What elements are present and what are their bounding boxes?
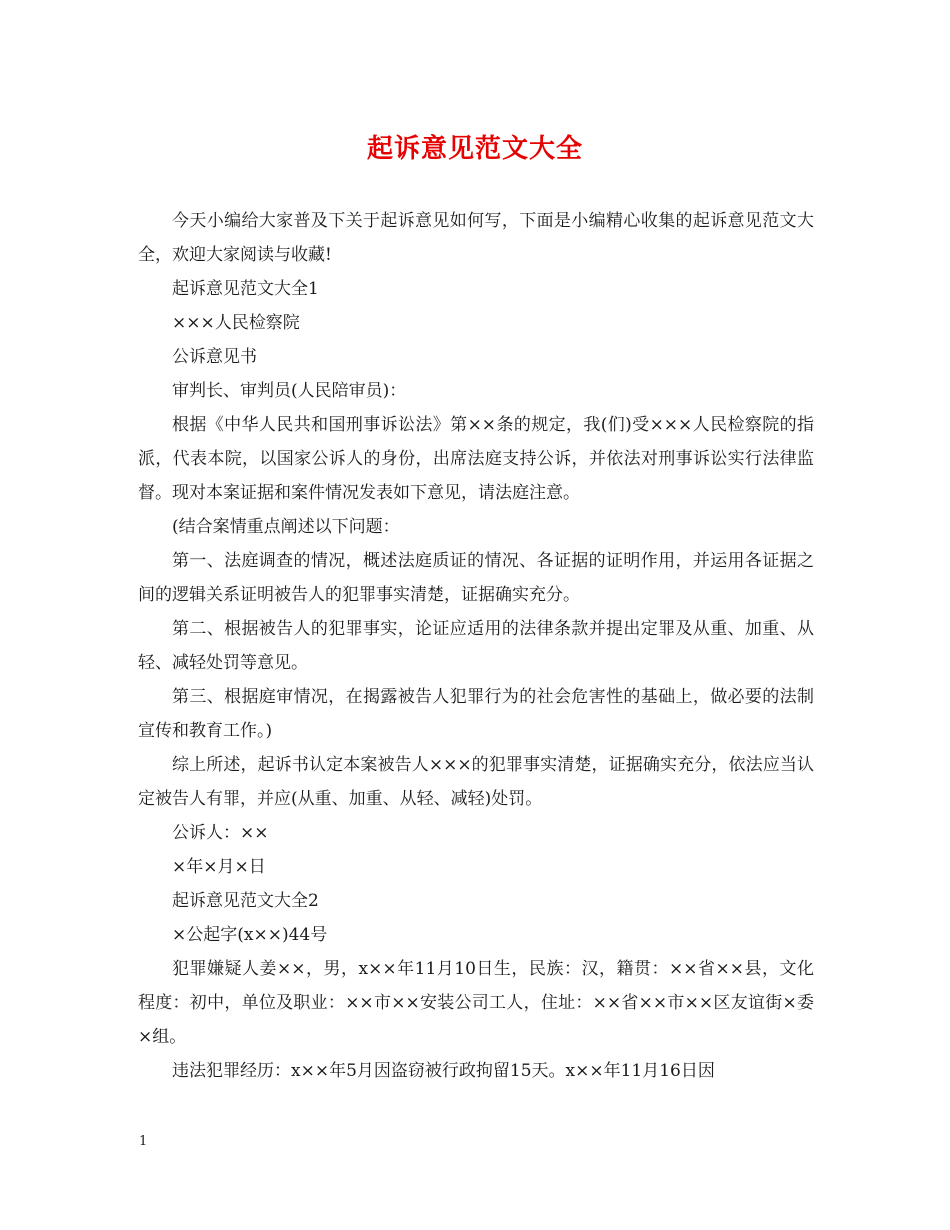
paragraph: 犯罪嫌疑人姜××，男，x××年11月10日生，民族：汉，籍贯：××省××县，文化程度：初中，单位及职业：××市××安装公司工人，住址：××省××市××区友谊街×委×组。 xyxy=(138,959,814,1047)
paragraph: 第二、根据被告人的犯罪事实，论证应适用的法律条款并提出定罪及从重、加重、从轻、减轻处罚等意见。 xyxy=(138,619,814,673)
paragraph: 第一、法庭调查的情况，概述法庭质证的情况、各证据的证明作用，并运用各证据之间的逻辑关系证明被告人的犯罪事实清楚，证据确实充分。 xyxy=(138,551,814,605)
paragraph: 起诉意见范文大全2 xyxy=(172,891,319,911)
document-body xyxy=(138,204,814,1088)
paragraph: ×××人民检察院 xyxy=(172,313,300,333)
paragraph: 公诉意见书 xyxy=(172,347,257,367)
paragraph: (结合案情重点阐述以下问题： xyxy=(172,517,400,537)
paragraph: 公诉人：×× xyxy=(172,823,269,843)
paragraph: 审判长、审判员(人民陪审员)： xyxy=(172,381,407,401)
paragraph: 今天小编给大家普及下关于起诉意见如何写，下面是小编精心收集的起诉意见范文大全，欢迎大家阅读与收藏! xyxy=(138,211,814,265)
paragraph: 第三、根据庭审情况，在揭露被告人犯罪行为的社会危害性的基础上，做必要的法制宣传和教育工作。) xyxy=(138,687,814,741)
paragraph: 根据《中华人民共和国刑事诉讼法》第××条的规定，我(们)受×××人民检察院的指派，代表本院，以国家公诉人的身份，出席法庭支持公诉，并依法对刑事诉讼实行法律监督。现对本案证据和案件情况发表如下意见，请法庭注意。 xyxy=(138,415,814,503)
paragraph: 综上所述，起诉书认定本案被告人×××的犯罪事实清楚，证据确实充分，依法应当认定被告人有罪，并应(从重、加重、从轻、减轻)处罚。 xyxy=(138,755,814,809)
paragraph: ×年×月×日 xyxy=(172,857,266,877)
paragraph: ×公起字(x××)44号 xyxy=(172,925,328,945)
document-title: 起诉意见范文大全 xyxy=(366,134,583,164)
paragraph: 起诉意见范文大全1 xyxy=(172,279,319,299)
page-number: 1 xyxy=(139,1134,148,1149)
paragraph: 违法犯罪经历：x××年5月因盗窃被行政拘留15天。x××年11月16日因 xyxy=(172,1061,715,1081)
